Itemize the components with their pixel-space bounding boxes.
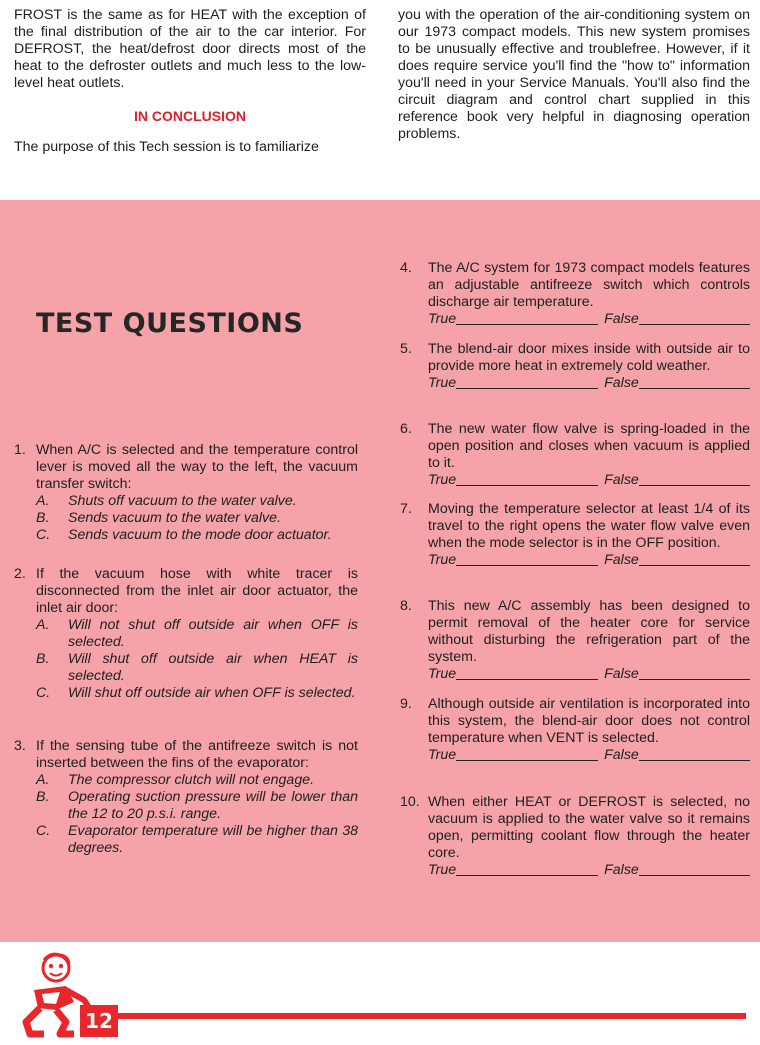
answer-option[interactable]: A. The compressor clutch will not engage. xyxy=(36,772,315,788)
question-9 xyxy=(400,696,750,764)
question-4 xyxy=(400,260,750,328)
question-3 xyxy=(14,738,358,857)
question-text: This new A/C assembly has been designed to permit removal of the heater core for service without disturbing the refrigeration part of the system. xyxy=(428,598,750,665)
true-label: True xyxy=(428,862,457,878)
true-false-answer-row xyxy=(428,666,750,683)
question-number: 10. xyxy=(400,794,420,810)
answer-option[interactable]: B. Will shut off outside air when HEAT is selected. xyxy=(36,651,358,684)
false-answer-blank[interactable] xyxy=(639,472,750,486)
true-false-answer-row xyxy=(428,375,750,392)
question-number: 3. xyxy=(14,738,26,754)
question-text: When A/C is selected and the temperature control lever is moved all the way to the left, the vacuum transfer switch: xyxy=(36,442,358,492)
true-false-answer-row xyxy=(428,747,750,764)
false-label: False xyxy=(604,747,639,763)
question-number: 2. xyxy=(14,566,26,582)
question-text: The A/C system for 1973 compact models features an adjustable antifreeze switch which controls discharge air temperature. xyxy=(428,260,750,310)
answer-option[interactable]: B. Sends vacuum to the water valve. xyxy=(36,510,281,526)
answer-option[interactable]: B. Operating suction pressure will be lower than the 12 to 20 p.s.i. range. xyxy=(36,789,358,822)
false-answer-blank[interactable] xyxy=(639,747,750,761)
question-text: When either HEAT or DEFROST is selected, no vacuum is applied to the water valve so it remains open, permitting coolant flow through the heater core. xyxy=(428,794,750,861)
true-false-answer-row xyxy=(428,552,750,569)
true-label: True xyxy=(428,747,457,763)
true-label: True xyxy=(428,472,457,488)
question-number: 8. xyxy=(400,598,412,614)
false-answer-blank[interactable] xyxy=(639,375,750,389)
intro-left-column xyxy=(14,7,366,156)
question-text: If the sensing tube of the antifreeze switch is not inserted between the fins of the evaporator: xyxy=(36,738,358,771)
footer-rule xyxy=(118,1013,746,1019)
question-1 xyxy=(14,442,358,544)
true-false-answer-row xyxy=(428,472,750,489)
intro-right-paragraph: you with the operation of the air-conditioning system on our 1973 compact models. This new system promises to be unusually effective and troublefree. However, if it does require service you'll find the "how to" information you'll need in your Service Manuals. You'll also find the circuit diagram and control chart supplied in this reference book very helpful in diagnosing operation problems. xyxy=(398,7,750,142)
false-answer-blank[interactable] xyxy=(639,862,750,876)
question-number: 1. xyxy=(14,442,26,458)
question-8 xyxy=(400,598,750,683)
true-answer-blank[interactable] xyxy=(456,666,598,680)
question-text: The new water flow valve is spring-loaded in the open position and closes when vacuum is applied to it. xyxy=(428,421,750,471)
true-label: True xyxy=(428,311,457,327)
true-label: True xyxy=(428,552,457,568)
false-label: False xyxy=(604,311,639,327)
question-6 xyxy=(400,421,750,489)
true-label: True xyxy=(428,666,457,682)
true-answer-blank[interactable] xyxy=(456,472,598,486)
false-answer-blank[interactable] xyxy=(639,311,750,325)
question-number: 5. xyxy=(400,341,412,357)
intro-text-section xyxy=(0,0,760,200)
true-answer-blank[interactable] xyxy=(456,375,598,389)
answer-option[interactable]: C. Evaporator temperature will be higher than 38 degrees. xyxy=(36,823,358,856)
page-number-badge: 12 xyxy=(80,1005,118,1037)
intro-left-paragraph: FROST is the same as for HEAT with the exception of the final distribution of the air to the car interior. For DEFROST, the heat/defrost door directs most of the heat to the defroster outlets and much less to the low-level heat outlets. xyxy=(14,7,366,91)
true-answer-blank[interactable] xyxy=(456,311,598,325)
question-10 xyxy=(400,794,750,879)
question-number: 7. xyxy=(400,501,412,517)
false-label: False xyxy=(604,862,639,878)
question-number: 4. xyxy=(400,260,412,276)
true-answer-blank[interactable] xyxy=(456,862,598,876)
true-label: True xyxy=(428,375,457,391)
false-label: False xyxy=(604,472,639,488)
answer-option[interactable]: A. Will not shut off outside air when OFF is selected. xyxy=(36,617,358,650)
true-answer-blank[interactable] xyxy=(456,747,598,761)
question-text: If the vacuum hose with white tracer is disconnected from the inlet air door actuator, the inlet air door: xyxy=(36,566,358,616)
answer-option[interactable]: A. Shuts off vacuum to the water valve. xyxy=(36,493,297,509)
true-false-answer-row xyxy=(428,311,750,328)
answer-option[interactable]: C. Sends vacuum to the mode door actuator. xyxy=(36,527,332,543)
question-number: 6. xyxy=(400,421,412,437)
false-answer-blank[interactable] xyxy=(639,552,750,566)
conclusion-heading: IN CONCLUSION xyxy=(134,108,246,124)
answer-option[interactable]: C. Will shut off outside air when OFF is selected. xyxy=(36,685,356,701)
question-text: The blend-air door mixes inside with outside air to provide more heat in extremely cold weather. xyxy=(428,341,750,374)
true-false-answer-row xyxy=(428,862,750,879)
test-questions-title: TEST QUESTIONS xyxy=(36,308,304,339)
true-answer-blank[interactable] xyxy=(456,552,598,566)
question-2 xyxy=(14,566,358,702)
false-label: False xyxy=(604,375,639,391)
question-5 xyxy=(400,341,750,392)
intro-right-column xyxy=(398,7,750,143)
false-label: False xyxy=(604,666,639,682)
intro-left-paragraph-2: The purpose of this Tech session is to familiarize xyxy=(14,139,319,155)
false-answer-blank[interactable] xyxy=(639,666,750,680)
question-number: 9. xyxy=(400,696,412,712)
false-label: False xyxy=(604,552,639,568)
question-7 xyxy=(400,501,750,569)
question-text: Moving the temperature selector at least 1/4 of its travel to the right opens the water flow valve even when the mode selector is in the OFF position. xyxy=(428,501,750,551)
question-text: Although outside air ventilation is incorporated into this system, the blend-air door does not control temperature when VENT is selected. xyxy=(428,696,750,746)
